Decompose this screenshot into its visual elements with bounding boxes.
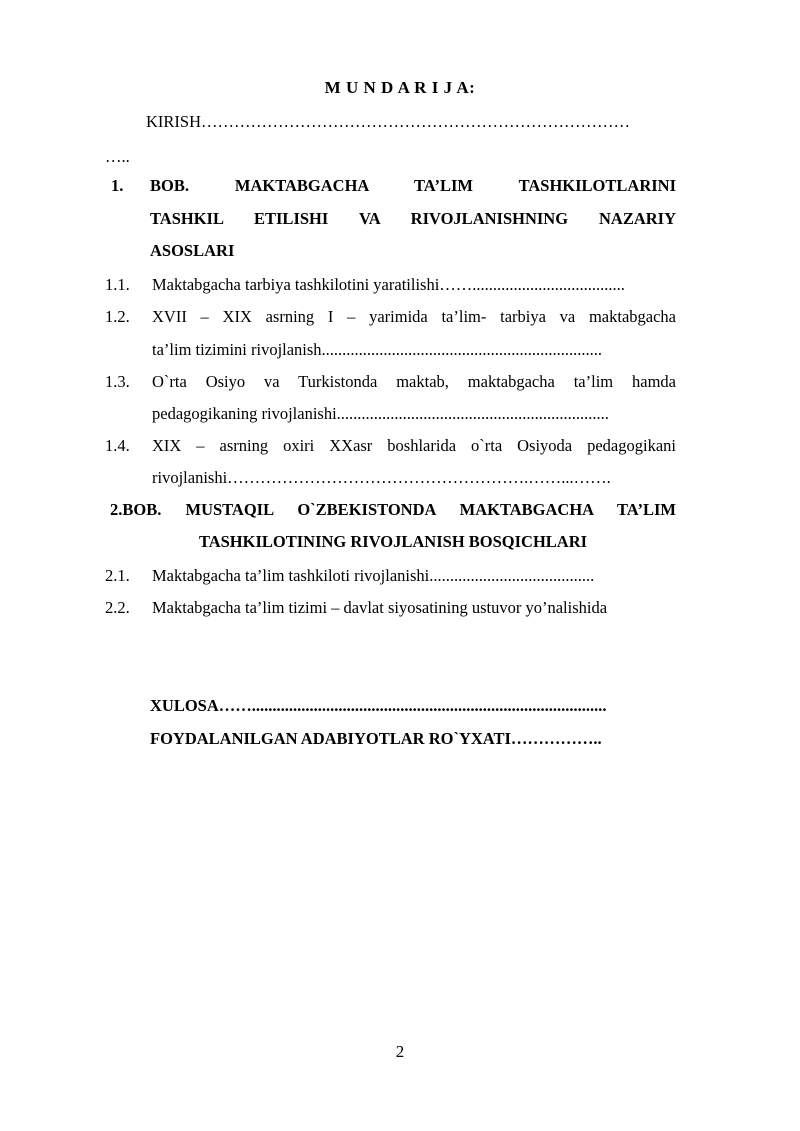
item-1-4-text-line1: XIX – asrning oxiri XXasr boshlarida o`rta Osiyoda pedagogikani — [152, 436, 676, 455]
item-1-3-text-line2: pedagogikaning rivojlanishi.................................................................. — [152, 404, 609, 423]
page-number: 2 — [395, 1042, 405, 1061]
item-2-1-number: 2.1. — [105, 566, 130, 585]
item-2-1-text: Maktabgacha ta’lim tashkiloti rivojlanishi........................................ — [152, 566, 595, 585]
item-1-3-number: 1.3. — [105, 372, 130, 391]
conclusion-entry: XULOSA……...................................................................................... — [150, 696, 607, 715]
item-1-4-text-line2: rivojlanishi……………………………………………….……...……. — [152, 468, 611, 487]
intro-dots: ….. — [105, 147, 130, 166]
item-1-3-text-line1: O`rta Osiyo va Turkistonda maktab, maktabgacha ta’lim hamda — [152, 372, 676, 391]
chapter1-title-line1: BOB. MAKTABGACHA TA’LIM TASHKILOTLARINI — [150, 176, 676, 195]
chapter1-title-line2: TASHKIL ETILISHI VA RIVOJLANISHNING NAZARIY — [150, 209, 676, 228]
intro-line: KIRISH…………………………………………………………………… — [146, 112, 631, 131]
item-1-1-number: 1.1. — [105, 275, 130, 294]
item-2-2-text: Maktabgacha ta’lim tizimi – davlat siyosatining ustuvor yo’nalishida — [152, 598, 608, 617]
chapter1-number: 1. — [111, 176, 124, 195]
toc-title: M U N D A R I J A: — [324, 78, 476, 97]
chapter2-title-line1: 2.BOB. MUSTAQIL O`ZBEKISTONDA MAKTABGACHA TA’LIM — [110, 500, 676, 519]
item-1-2-text-line2: ta’lim tizimini rivojlanish.................................................................... — [152, 340, 603, 359]
references-entry: FOYDALANILGAN ADABIYOTLAR RO`YXATI…………….. — [150, 729, 602, 748]
chapter1-title-line3: ASOSLARI — [150, 241, 235, 260]
item-1-2-number: 1.2. — [105, 307, 130, 326]
chapter2-title-line2: TASHKILOTINING RIVOJLANISH BOSQICHLARI — [198, 532, 588, 551]
item-2-2-number: 2.2. — [105, 598, 130, 617]
item-1-2-text-line1: XVII – XIX asrning I – yarimida ta’lim- tarbiya va maktabgacha — [152, 307, 676, 326]
item-1-1-text: Maktabgacha tarbiya tashkilotini yaratilishi……..................................... — [152, 275, 625, 294]
item-1-4-number: 1.4. — [105, 436, 130, 455]
